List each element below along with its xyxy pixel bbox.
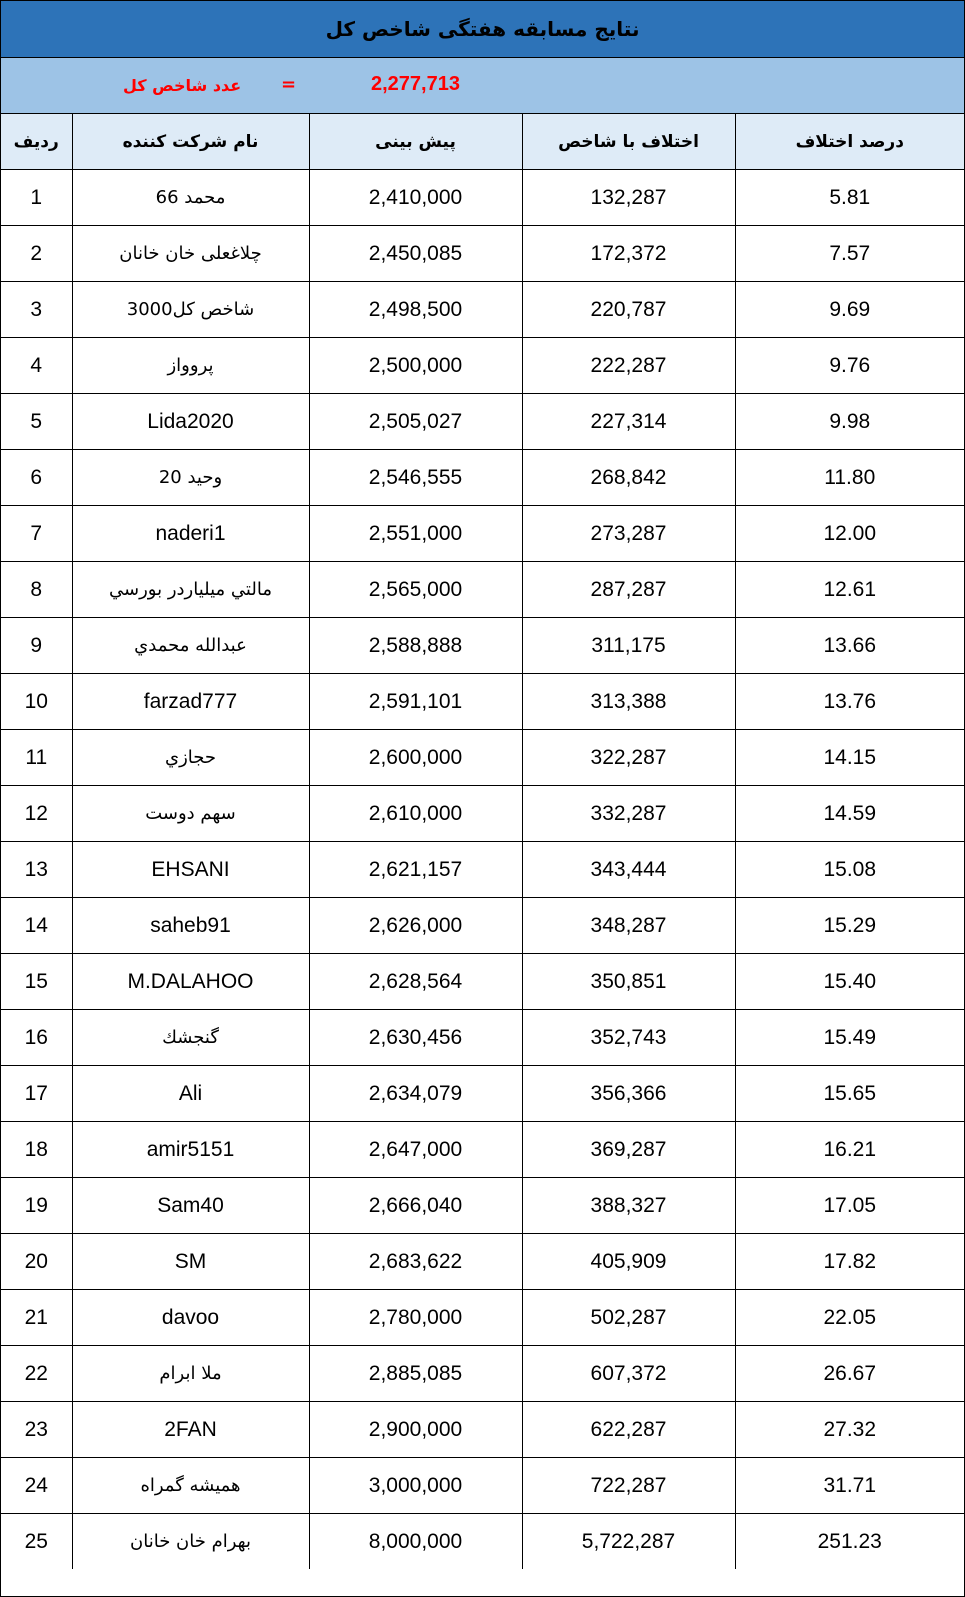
percent-cell: 13.76: [735, 674, 964, 730]
difference-cell: 722,287: [522, 1458, 735, 1514]
rank-cell: 17: [1, 1066, 72, 1122]
name-cell: بهرام خان خانان: [72, 1514, 309, 1570]
percent-cell: 17.82: [735, 1234, 964, 1290]
column-header-percent: درصد اختلاف: [735, 114, 964, 170]
rank-cell: 21: [1, 1290, 72, 1346]
prediction-cell: 2,505,027: [309, 394, 522, 450]
table-row: [1, 282, 964, 338]
difference-cell: 313,388: [522, 674, 735, 730]
name-cell: 2FAN: [72, 1402, 309, 1458]
rank-cell: 13: [1, 842, 72, 898]
difference-cell: 287,287: [522, 562, 735, 618]
prediction-cell: 2,780,000: [309, 1290, 522, 1346]
table-row: [1, 394, 964, 450]
table-row: [1, 1402, 964, 1458]
prediction-cell: 2,450,085: [309, 226, 522, 282]
percent-cell: 12.00: [735, 506, 964, 562]
table-row: [1, 898, 964, 954]
rank-cell: 5: [1, 394, 72, 450]
rank-cell: 12: [1, 786, 72, 842]
rank-cell: 14: [1, 898, 72, 954]
name-cell: Lida2020: [72, 394, 309, 450]
difference-cell: 369,287: [522, 1122, 735, 1178]
difference-cell: 273,287: [522, 506, 735, 562]
difference-cell: 343,444: [522, 842, 735, 898]
difference-cell: 5,722,287: [522, 1514, 735, 1570]
page-title: نتایج مسابقه هفتگی شاخص کل: [1, 1, 964, 58]
prediction-cell: 2,591,101: [309, 674, 522, 730]
column-header-difference: اختلاف با شاخص: [522, 114, 735, 170]
prediction-cell: 8,000,000: [309, 1514, 522, 1570]
rank-cell: 19: [1, 1178, 72, 1234]
rank-cell: 4: [1, 338, 72, 394]
difference-cell: 322,287: [522, 730, 735, 786]
prediction-cell: 2,626,000: [309, 898, 522, 954]
name-cell: ملا ابرام: [72, 1346, 309, 1402]
difference-cell: 268,842: [522, 450, 735, 506]
difference-cell: 348,287: [522, 898, 735, 954]
prediction-cell: 2,410,000: [309, 170, 522, 226]
table-row: [1, 954, 964, 1010]
name-cell: چلاغعلی خان خانان: [72, 226, 309, 282]
rank-cell: 24: [1, 1458, 72, 1514]
rank-cell: 1: [1, 170, 72, 226]
percent-cell: 22.05: [735, 1290, 964, 1346]
percent-cell: 16.21: [735, 1122, 964, 1178]
percent-cell: 15.08: [735, 842, 964, 898]
table-row: [1, 226, 964, 282]
percent-cell: 7.57: [735, 226, 964, 282]
results-table: [1, 114, 964, 1569]
name-cell: شاخص کل3000: [72, 282, 309, 338]
prediction-cell: 2,551,000: [309, 506, 522, 562]
difference-cell: 311,175: [522, 618, 735, 674]
prediction-cell: 2,610,000: [309, 786, 522, 842]
column-header-prediction: پیش بینی: [309, 114, 522, 170]
name-cell: EHSANI: [72, 842, 309, 898]
name-cell: حجازي: [72, 730, 309, 786]
name-cell: پروواز: [72, 338, 309, 394]
name-cell: Sam40: [72, 1178, 309, 1234]
table-row: [1, 1290, 964, 1346]
percent-cell: 31.71: [735, 1458, 964, 1514]
name-cell: عبدالله محمدي: [72, 618, 309, 674]
table-row: [1, 1346, 964, 1402]
table-header-row: [1, 114, 964, 170]
rank-cell: 23: [1, 1402, 72, 1458]
prediction-cell: 3,000,000: [309, 1458, 522, 1514]
column-header-name: نام شرکت کننده: [72, 114, 309, 170]
percent-cell: 15.49: [735, 1010, 964, 1066]
rank-cell: 10: [1, 674, 72, 730]
table-row: [1, 730, 964, 786]
name-cell: farzad777: [72, 674, 309, 730]
prediction-cell: 2,666,040: [309, 1178, 522, 1234]
prediction-cell: 2,621,157: [309, 842, 522, 898]
rank-cell: 3: [1, 282, 72, 338]
percent-cell: 26.67: [735, 1346, 964, 1402]
index-equals-sign: =: [281, 74, 297, 95]
index-value: 2,277,713: [371, 73, 460, 95]
table-row: [1, 1178, 964, 1234]
name-cell: محمد 66: [72, 170, 309, 226]
percent-cell: 15.65: [735, 1066, 964, 1122]
name-cell: SM: [72, 1234, 309, 1290]
prediction-cell: 2,588,888: [309, 618, 522, 674]
difference-cell: 502,287: [522, 1290, 735, 1346]
rank-cell: 7: [1, 506, 72, 562]
name-cell: saheb91: [72, 898, 309, 954]
prediction-cell: 2,683,622: [309, 1234, 522, 1290]
difference-cell: 332,287: [522, 786, 735, 842]
table-row: [1, 842, 964, 898]
index-label: عدد شاخص کل: [123, 76, 242, 95]
table-row: [1, 338, 964, 394]
table-row: [1, 1458, 964, 1514]
table-row: [1, 450, 964, 506]
prediction-cell: 2,600,000: [309, 730, 522, 786]
percent-cell: 14.59: [735, 786, 964, 842]
difference-cell: 405,909: [522, 1234, 735, 1290]
rank-cell: 18: [1, 1122, 72, 1178]
difference-cell: 227,314: [522, 394, 735, 450]
index-summary-bar: [1, 58, 964, 114]
table-row: [1, 618, 964, 674]
table-row: [1, 1234, 964, 1290]
difference-cell: 350,851: [522, 954, 735, 1010]
name-cell: گنجشك: [72, 1010, 309, 1066]
prediction-cell: 2,565,000: [309, 562, 522, 618]
table-row: [1, 170, 964, 226]
difference-cell: 607,372: [522, 1346, 735, 1402]
percent-cell: 27.32: [735, 1402, 964, 1458]
rank-cell: 16: [1, 1010, 72, 1066]
prediction-cell: 2,647,000: [309, 1122, 522, 1178]
percent-cell: 251.23: [735, 1514, 964, 1570]
table-row: [1, 562, 964, 618]
percent-cell: 9.69: [735, 282, 964, 338]
percent-cell: 14.15: [735, 730, 964, 786]
table-row: [1, 1122, 964, 1178]
table-row: [1, 1066, 964, 1122]
name-cell: سهم دوست: [72, 786, 309, 842]
rank-cell: 11: [1, 730, 72, 786]
percent-cell: 11.80: [735, 450, 964, 506]
prediction-cell: 2,498,500: [309, 282, 522, 338]
difference-cell: 220,787: [522, 282, 735, 338]
percent-cell: 9.98: [735, 394, 964, 450]
prediction-cell: 2,546,555: [309, 450, 522, 506]
difference-cell: 352,743: [522, 1010, 735, 1066]
difference-cell: 222,287: [522, 338, 735, 394]
rank-cell: 22: [1, 1346, 72, 1402]
percent-cell: 5.81: [735, 170, 964, 226]
name-cell: amir5151: [72, 1122, 309, 1178]
name-cell: naderi1: [72, 506, 309, 562]
difference-cell: 622,287: [522, 1402, 735, 1458]
name-cell: M.DALAHOO: [72, 954, 309, 1010]
prediction-cell: 2,900,000: [309, 1402, 522, 1458]
rank-cell: 6: [1, 450, 72, 506]
rank-cell: 20: [1, 1234, 72, 1290]
difference-cell: 132,287: [522, 170, 735, 226]
table-row: [1, 1514, 964, 1570]
name-cell: همیشه گمراه: [72, 1458, 309, 1514]
name-cell: وحید 20: [72, 450, 309, 506]
percent-cell: 15.40: [735, 954, 964, 1010]
difference-cell: 172,372: [522, 226, 735, 282]
percent-cell: 13.66: [735, 618, 964, 674]
prediction-cell: 2,628,564: [309, 954, 522, 1010]
percent-cell: 12.61: [735, 562, 964, 618]
rank-cell: 9: [1, 618, 72, 674]
table-row: [1, 506, 964, 562]
rank-cell: 15: [1, 954, 72, 1010]
name-cell: davoo: [72, 1290, 309, 1346]
rank-cell: 8: [1, 562, 72, 618]
percent-cell: 17.05: [735, 1178, 964, 1234]
rank-cell: 25: [1, 1514, 72, 1570]
percent-cell: 9.76: [735, 338, 964, 394]
name-cell: مالتي ميليارد‌ر بورسي: [72, 562, 309, 618]
prediction-cell: 2,630,456: [309, 1010, 522, 1066]
difference-cell: 356,366: [522, 1066, 735, 1122]
prediction-cell: 2,500,000: [309, 338, 522, 394]
column-header-rank: ردیف: [1, 114, 72, 170]
table-row: [1, 1010, 964, 1066]
table-row: [1, 786, 964, 842]
table-row: [1, 674, 964, 730]
name-cell: Ali: [72, 1066, 309, 1122]
difference-cell: 388,327: [522, 1178, 735, 1234]
percent-cell: 15.29: [735, 898, 964, 954]
prediction-cell: 2,634,079: [309, 1066, 522, 1122]
rank-cell: 2: [1, 226, 72, 282]
prediction-cell: 2,885,085: [309, 1346, 522, 1402]
